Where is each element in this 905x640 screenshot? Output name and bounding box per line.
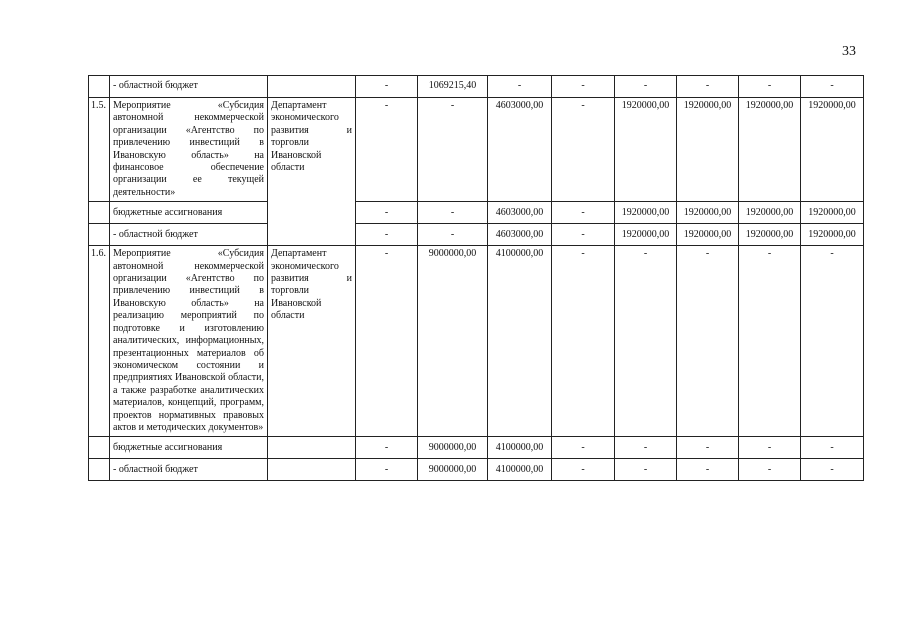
amount-cell: -: [615, 459, 677, 481]
amount-cell: 4603000,00: [488, 224, 552, 246]
amount-cell: 9000000,00: [418, 437, 488, 459]
amount-cell: 1920000,00: [677, 224, 739, 246]
row-number: [89, 224, 110, 246]
amount-cell: 1920000,00: [739, 202, 801, 224]
responsible-department: Департамент экономического развития и торговли Ивановской области: [268, 98, 356, 246]
table-row: [89, 459, 864, 481]
amount-cell: -: [615, 246, 677, 437]
amount-cell: -: [677, 76, 739, 98]
amount-cell: -: [677, 246, 739, 437]
amount-cell: -: [552, 437, 615, 459]
activity-name: - областной бюджет: [110, 76, 268, 98]
amount-cell: -: [356, 98, 418, 202]
row-number: 1.6.: [89, 246, 110, 437]
activity-name: Мероприятие «Субсидия автономной некоммерческой организации «Агентство по привлечению инвестиций в Ивановскую область» на реализацию мероприятий по подготовке и изготовлению аналитических, информационных, презентационных материалов об экономическом состоянии и предприятиях Ивановской области, а также разработке аналитических материалов, концепций, программ, проектов нормативных правовых актов и методических документов»: [110, 246, 268, 437]
table-row: [89, 246, 864, 437]
row-number: [89, 437, 110, 459]
amount-cell: -: [356, 76, 418, 98]
responsible-department: [268, 459, 356, 481]
amount-cell: -: [488, 76, 552, 98]
amount-cell: -: [552, 98, 615, 202]
amount-cell: 9000000,00: [418, 459, 488, 481]
amount-cell: -: [552, 246, 615, 437]
amount-cell: -: [739, 459, 801, 481]
amount-cell: 1920000,00: [739, 224, 801, 246]
amount-cell: -: [801, 76, 864, 98]
amount-cell: 4100000,00: [488, 437, 552, 459]
activity-name: Мероприятие «Субсидия автономной некоммерческой организации «Агентство по привлечению инвестиций в Ивановскую область» на финансовое обеспечение организации ее текущей деятельности»: [110, 98, 268, 202]
table-row: [89, 76, 864, 98]
responsible-department: [268, 437, 356, 459]
amount-cell: 1069215,40: [418, 76, 488, 98]
responsible-department: Департамент экономического развития и торговли Ивановской области: [268, 246, 356, 437]
table-row: [89, 437, 864, 459]
amount-cell: 1920000,00: [677, 202, 739, 224]
amount-cell: -: [615, 76, 677, 98]
amount-cell: 1920000,00: [801, 98, 864, 202]
budget-table: [88, 75, 864, 481]
table-row: [89, 202, 864, 224]
amount-cell: -: [418, 224, 488, 246]
amount-cell: -: [739, 76, 801, 98]
amount-cell: 1920000,00: [615, 224, 677, 246]
amount-cell: -: [739, 246, 801, 437]
amount-cell: 1920000,00: [677, 98, 739, 202]
amount-cell: -: [801, 246, 864, 437]
activity-name: бюджетные ассигнования: [110, 437, 268, 459]
amount-cell: 4100000,00: [488, 246, 552, 437]
row-number: [89, 76, 110, 98]
amount-cell: -: [356, 459, 418, 481]
activity-name: бюджетные ассигнования: [110, 202, 268, 224]
activity-name: - областной бюджет: [110, 459, 268, 481]
amount-cell: 1920000,00: [801, 202, 864, 224]
table-row: [89, 224, 864, 246]
amount-cell: 4603000,00: [488, 98, 552, 202]
amount-cell: -: [356, 437, 418, 459]
amount-cell: -: [356, 224, 418, 246]
amount-cell: -: [739, 437, 801, 459]
amount-cell: 1920000,00: [801, 224, 864, 246]
amount-cell: -: [552, 202, 615, 224]
amount-cell: -: [356, 246, 418, 437]
amount-cell: -: [418, 98, 488, 202]
amount-cell: -: [801, 437, 864, 459]
responsible-department: [268, 76, 356, 98]
amount-cell: 4603000,00: [488, 202, 552, 224]
activity-name: - областной бюджет: [110, 224, 268, 246]
row-number: [89, 202, 110, 224]
amount-cell: -: [677, 459, 739, 481]
page-number: 33: [842, 44, 856, 59]
amount-cell: -: [677, 437, 739, 459]
table-row: [89, 98, 864, 202]
amount-cell: 1920000,00: [615, 202, 677, 224]
amount-cell: 9000000,00: [418, 246, 488, 437]
amount-cell: 1920000,00: [615, 98, 677, 202]
amount-cell: -: [552, 224, 615, 246]
amount-cell: 4100000,00: [488, 459, 552, 481]
row-number: 1.5.: [89, 98, 110, 202]
row-number: [89, 459, 110, 481]
amount-cell: -: [552, 459, 615, 481]
amount-cell: 1920000,00: [739, 98, 801, 202]
amount-cell: -: [418, 202, 488, 224]
amount-cell: -: [356, 202, 418, 224]
amount-cell: -: [615, 437, 677, 459]
amount-cell: -: [801, 459, 864, 481]
amount-cell: -: [552, 76, 615, 98]
